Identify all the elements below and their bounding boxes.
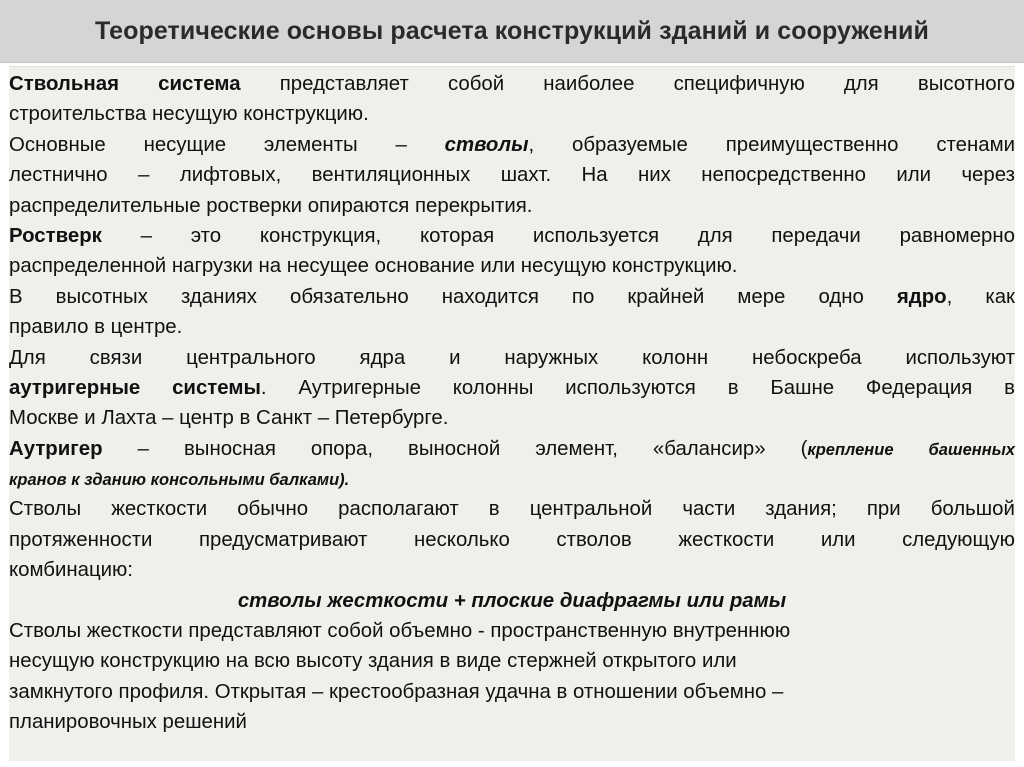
text-line — [9, 69, 1015, 99]
word: как — [985, 285, 1015, 308]
word: Аутригерные — [298, 376, 421, 399]
word: преимущественно — [725, 133, 899, 156]
word: здания; — [765, 498, 837, 521]
text-line — [9, 586, 1015, 616]
word: Федерация — [865, 376, 973, 399]
word: ядра — [359, 346, 406, 369]
word: в — [488, 498, 500, 521]
word: высотного — [917, 73, 1015, 95]
slide-body — [9, 69, 1015, 738]
word: представляет — [279, 73, 409, 95]
word: передачи — [771, 224, 861, 247]
word: для — [843, 73, 879, 95]
word: используется — [532, 224, 660, 247]
text-run: стволы жесткости + плоские диафрагмы или рамы — [237, 589, 787, 612]
word: используют — [905, 346, 1015, 369]
word: несколько — [414, 528, 510, 551]
word: несущие — [143, 133, 227, 156]
word: это — [190, 224, 222, 247]
text-line — [9, 160, 1015, 190]
word: Ствольная — [9, 73, 119, 95]
word: связи — [89, 346, 143, 369]
word: следующую — [902, 528, 1015, 551]
word: крайней — [627, 285, 705, 308]
word: большой — [930, 498, 1015, 521]
word: при — [866, 498, 901, 521]
slide-header — [0, 0, 1024, 62]
text-run: несущую конструкцию на всю высоту здания в виде стержней открытого или — [9, 650, 737, 673]
word: В — [9, 285, 23, 308]
text-run: Москве и Лахта – центр в Санкт – Петербурге. — [9, 407, 449, 430]
word: равномерно — [899, 224, 1015, 247]
word: располагают — [338, 498, 459, 521]
word: центрального — [186, 346, 316, 369]
word: обычно — [237, 498, 309, 521]
word: – — [137, 437, 149, 460]
word: в — [727, 376, 739, 399]
word: вентиляционных — [311, 164, 471, 187]
word: наиболее — [543, 73, 635, 95]
text-run: Стволы жесткости представляют собой объемно - пространственную внутреннюю — [9, 620, 791, 643]
word: через — [961, 164, 1015, 187]
word: системы. — [172, 376, 267, 399]
word: выносной — [408, 437, 501, 460]
text-run: кранов к зданию консольными балками). — [9, 471, 350, 490]
word: элементы — [263, 133, 358, 156]
word: мере — [737, 285, 786, 308]
word: находится — [441, 285, 539, 308]
word: Ростверк — [9, 224, 102, 247]
text-run: распределительные ростверки опираются перекрытия. — [9, 194, 533, 217]
text-line — [9, 525, 1015, 555]
text-line — [9, 373, 1015, 403]
word: для — [697, 224, 733, 247]
text-line — [9, 494, 1015, 524]
text-line — [9, 130, 1015, 160]
word: предусматривают — [198, 528, 368, 551]
text-line — [9, 403, 1015, 433]
text-run: планировочных решений — [9, 711, 247, 734]
word: конструкция, — [259, 224, 382, 247]
text-line — [9, 677, 1015, 707]
word: жесткости — [678, 528, 775, 551]
word: выносная — [183, 437, 276, 460]
word: – — [140, 224, 152, 247]
text-line — [9, 464, 1015, 494]
word: Башне — [770, 376, 835, 399]
word: протяженности — [9, 528, 153, 551]
word: которая — [419, 224, 495, 247]
word: небоскреба — [752, 346, 862, 369]
word: специфичную — [673, 73, 805, 95]
word: колонны — [452, 376, 534, 399]
word: – — [395, 133, 407, 156]
text-line — [9, 221, 1015, 251]
word: На — [581, 164, 608, 187]
word: высотных — [55, 285, 148, 308]
word: и — [449, 346, 461, 369]
word: в — [1004, 376, 1015, 399]
word: наружных — [504, 346, 599, 369]
text-line — [9, 555, 1015, 585]
word: аутригерные — [9, 376, 141, 399]
word: опора, — [310, 437, 373, 460]
word: зданиях — [180, 285, 257, 308]
word: по — [571, 285, 595, 308]
word: ядро, — [896, 285, 953, 308]
word: Основные — [9, 133, 106, 156]
text-line — [9, 707, 1015, 737]
word: Аутригер — [9, 437, 103, 460]
text-run: строительства несущую конструкцию. — [9, 103, 369, 126]
word: или — [820, 528, 856, 551]
text-run: замкнутого профиля. Открытая – крестообразная удачна в отношении объемно – — [9, 680, 784, 703]
text-line — [9, 191, 1015, 221]
word: обязательно — [290, 285, 409, 308]
word: части — [682, 498, 736, 521]
word: «балансир» — [652, 437, 766, 460]
word: башенных — [928, 440, 1015, 459]
slide-title: Теоретические основы расчета конструкций зданий и сооружений — [94, 16, 929, 45]
text-run: правило в центре. — [9, 316, 183, 339]
text-line — [9, 343, 1015, 373]
word: колонн — [642, 346, 709, 369]
word: стволов — [556, 528, 632, 551]
word: система — [158, 73, 241, 95]
text-line — [9, 282, 1015, 312]
content-panel — [9, 66, 1015, 761]
word: элемент, — [535, 437, 618, 460]
word: собой — [447, 73, 505, 95]
word: стенами — [936, 133, 1015, 156]
word: Стволы — [9, 498, 82, 521]
word: них — [638, 164, 671, 187]
text-line — [9, 646, 1015, 676]
word: (крепление — [800, 437, 894, 460]
word: одно — [818, 285, 864, 308]
word: шахт. — [500, 164, 552, 187]
word: лифтовых, — [179, 164, 282, 187]
text-run: комбинацию: — [9, 559, 133, 582]
word: непосредственно — [701, 164, 866, 187]
word: используются — [565, 376, 696, 399]
word: Для — [9, 346, 46, 369]
word: жесткости — [111, 498, 208, 521]
text-line — [9, 251, 1015, 281]
word: образуемые — [571, 133, 688, 156]
text-line — [9, 312, 1015, 342]
text-line — [9, 99, 1015, 129]
word: центральной — [529, 498, 653, 521]
word: – — [138, 164, 150, 187]
word: или — [896, 164, 932, 187]
word: стволы, — [444, 133, 535, 156]
text-run: распределенной нагрузки на несущее основание или несущую конструкцию. — [9, 255, 738, 278]
text-line — [9, 434, 1015, 464]
word: лестнично — [9, 164, 108, 187]
text-line — [9, 616, 1015, 646]
